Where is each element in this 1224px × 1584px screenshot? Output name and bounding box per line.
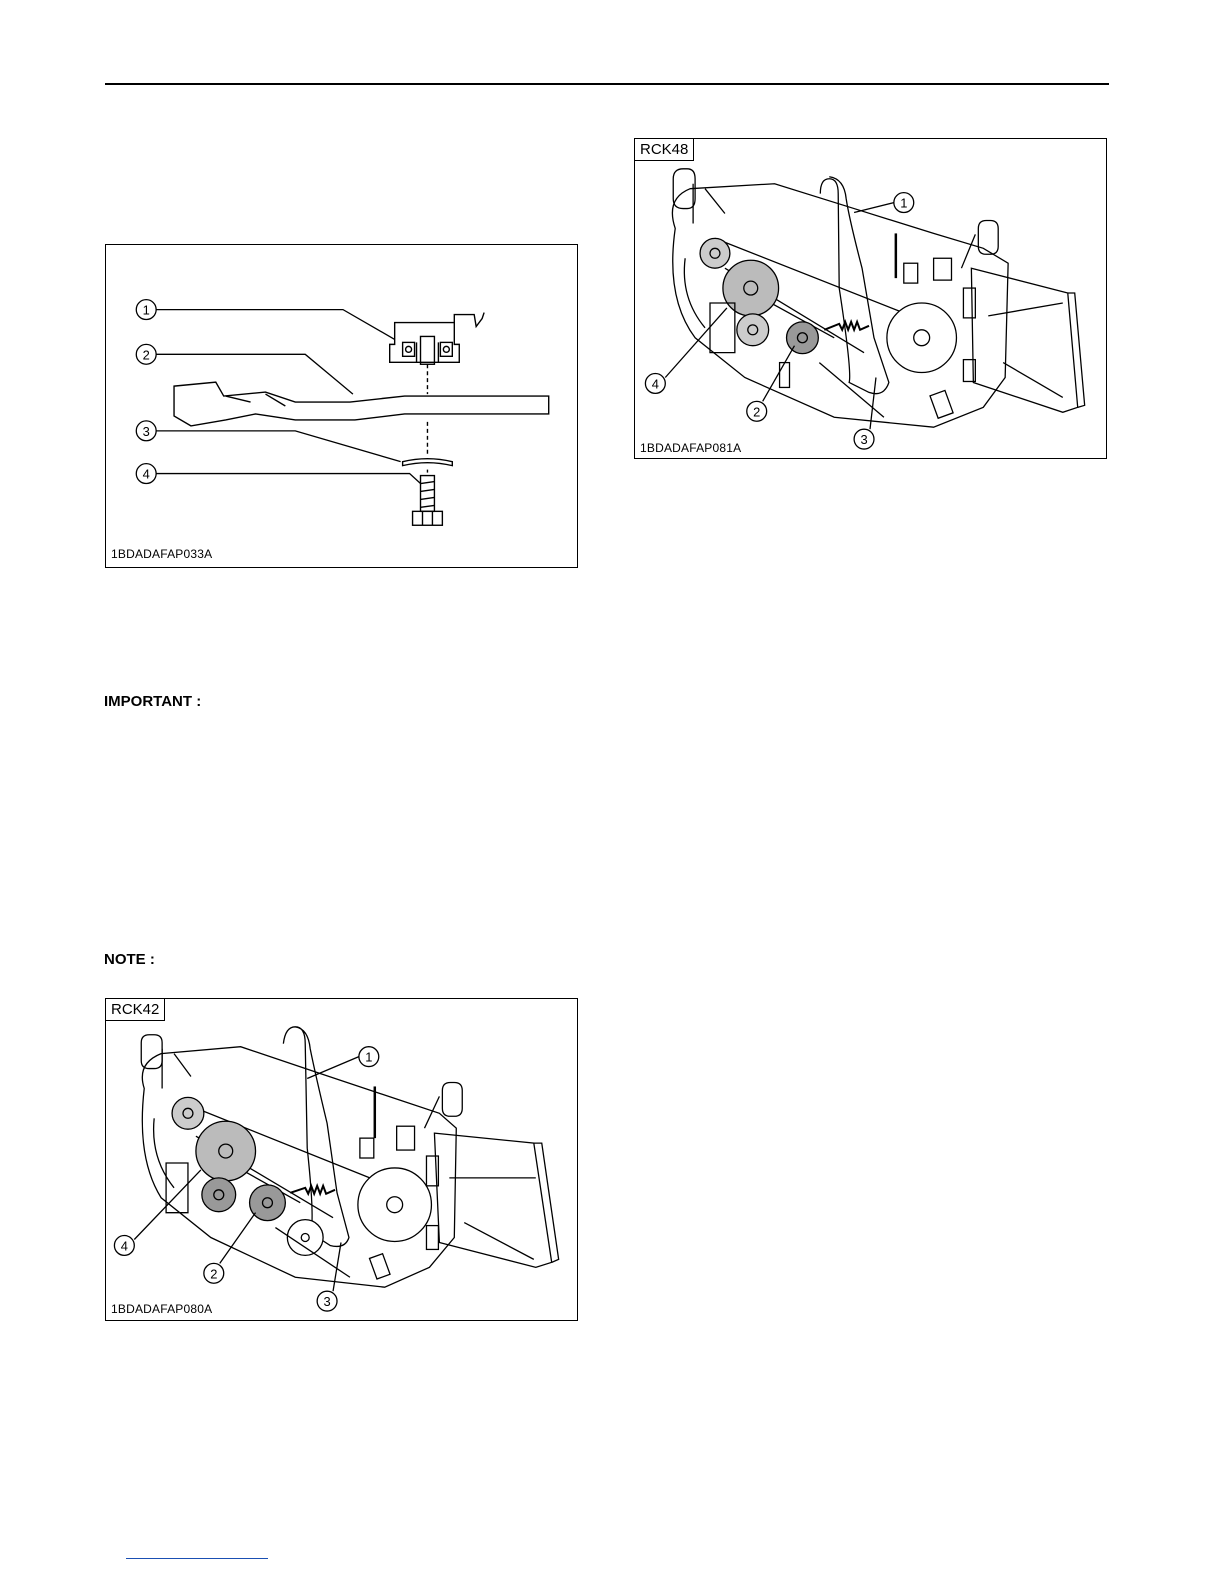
blade-figure-code: 1BDADAFAP033A	[111, 547, 213, 561]
rck48-figure-code: 1BDADAFAP081A	[640, 441, 742, 455]
rck48-model-tag: RCK48	[635, 139, 694, 161]
footer-link-rule	[126, 1558, 268, 1559]
blade-callout-3: 3	[142, 423, 150, 439]
rck48-callout-1: 1	[900, 195, 908, 211]
note-heading: NOTE :	[104, 951, 155, 968]
important-heading: IMPORTANT :	[104, 693, 202, 710]
blade-callout-4: 4	[142, 466, 150, 482]
figure-rck48	[634, 138, 1107, 459]
figure-rck42	[105, 998, 578, 1321]
rck48-diagram	[635, 139, 1106, 458]
blade-callout-2: 2	[142, 347, 150, 363]
rck48-callout-3: 3	[860, 432, 868, 448]
rck48-callout-2: 2	[753, 404, 761, 420]
rck42-callout-2: 2	[210, 1266, 218, 1282]
rck42-callout-3: 3	[323, 1294, 331, 1310]
figure-blade-assembly	[105, 244, 578, 568]
rck48-callout-4: 4	[651, 376, 659, 392]
rck42-diagram	[106, 999, 577, 1320]
rck42-callout-1: 1	[365, 1049, 373, 1065]
blade-diagram	[106, 245, 577, 567]
rck42-model-tag: RCK42	[106, 999, 165, 1021]
blade-callout-1: 1	[142, 302, 150, 318]
header-rule	[105, 83, 1109, 85]
rck42-figure-code: 1BDADAFAP080A	[111, 1302, 213, 1316]
rck42-callout-4: 4	[120, 1238, 128, 1254]
